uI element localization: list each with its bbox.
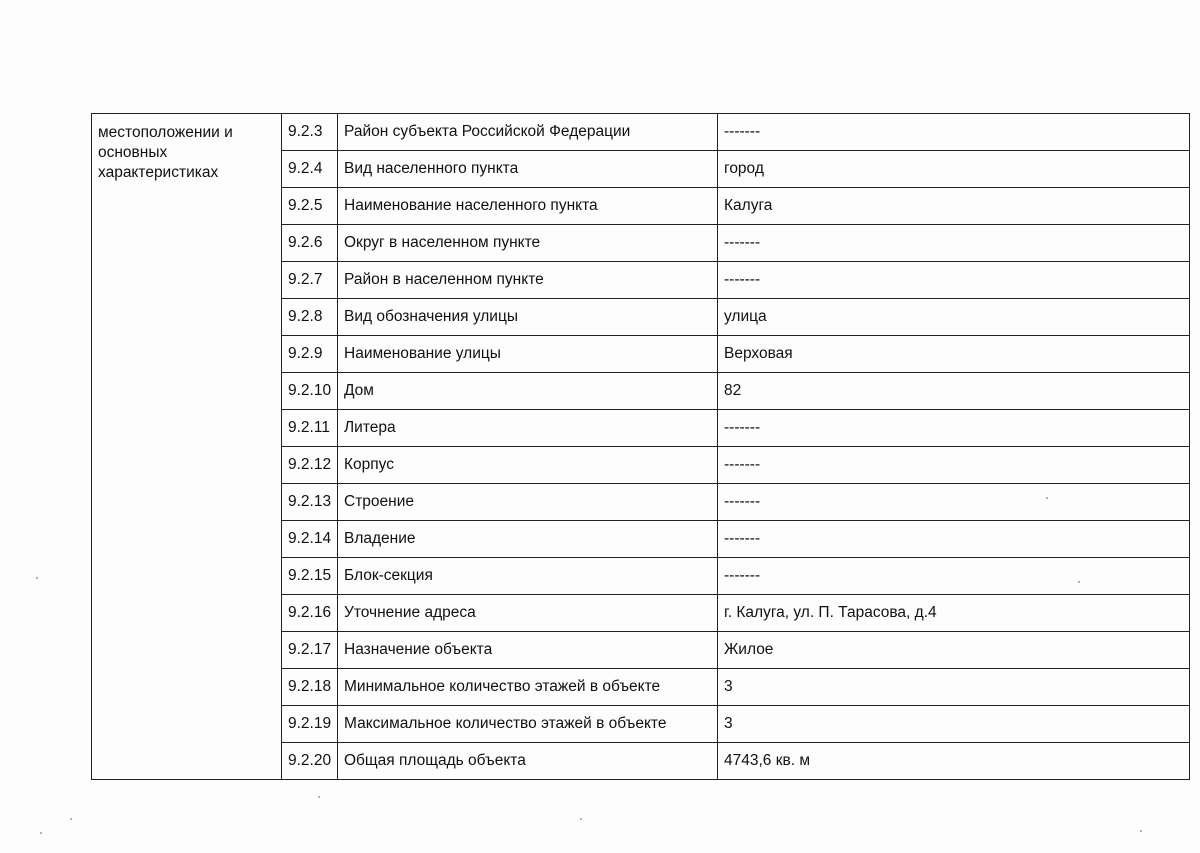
row-number: 9.2.5 <box>282 188 338 225</box>
row-field-name: Литера <box>338 410 718 447</box>
row-number: 9.2.12 <box>282 447 338 484</box>
row-number: 9.2.20 <box>282 743 338 780</box>
row-field-value: 3 <box>718 706 1190 743</box>
row-field-name: Назначение объекта <box>338 632 718 669</box>
row-field-name: Уточнение адреса <box>338 595 718 632</box>
row-field-value: улица <box>718 299 1190 336</box>
section-label-cell <box>92 114 282 780</box>
row-field-value: ------- <box>718 262 1190 299</box>
row-number: 9.2.9 <box>282 336 338 373</box>
row-field-value: ------- <box>718 484 1190 521</box>
row-field-name: Наименование населенного пункта <box>338 188 718 225</box>
row-field-name: Наименование улицы <box>338 336 718 373</box>
table-row <box>92 114 1190 151</box>
row-field-name: Блок-секция <box>338 558 718 595</box>
row-number: 9.2.16 <box>282 595 338 632</box>
row-field-value: г. Калуга, ул. П. Тарасова, д.4 <box>718 595 1190 632</box>
table-body <box>92 114 1190 780</box>
row-field-value: Калуга <box>718 188 1190 225</box>
row-field-value: Верховая <box>718 336 1190 373</box>
row-field-value: ------- <box>718 114 1190 151</box>
row-number: 9.2.18 <box>282 669 338 706</box>
row-number: 9.2.11 <box>282 410 338 447</box>
scan-speck <box>318 796 320 798</box>
row-number: 9.2.17 <box>282 632 338 669</box>
row-field-name: Дом <box>338 373 718 410</box>
row-number: 9.2.14 <box>282 521 338 558</box>
row-field-name: Строение <box>338 484 718 521</box>
row-number: 9.2.7 <box>282 262 338 299</box>
row-field-value: 3 <box>718 669 1190 706</box>
row-field-value: 82 <box>718 373 1190 410</box>
scan-speck <box>70 818 72 820</box>
row-number: 9.2.13 <box>282 484 338 521</box>
scan-speck <box>580 818 582 820</box>
row-field-name: Вид населенного пункта <box>338 151 718 188</box>
row-field-name: Минимальное количество этажей в объекте <box>338 669 718 706</box>
row-number: 9.2.10 <box>282 373 338 410</box>
scan-speck <box>40 832 42 834</box>
row-number: 9.2.4 <box>282 151 338 188</box>
address-characteristics-table <box>91 113 1190 780</box>
row-field-value: ------- <box>718 410 1190 447</box>
row-field-value: 4743,6 кв. м <box>718 743 1190 780</box>
row-field-name: Общая площадь объекта <box>338 743 718 780</box>
row-field-value: Жилое <box>718 632 1190 669</box>
row-field-value: ------- <box>718 225 1190 262</box>
row-field-value: ------- <box>718 447 1190 484</box>
row-field-name: Максимальное количество этажей в объекте <box>338 706 718 743</box>
row-field-value: ------- <box>718 558 1190 595</box>
row-number: 9.2.3 <box>282 114 338 151</box>
row-field-name: Район в населенном пункте <box>338 262 718 299</box>
row-number: 9.2.8 <box>282 299 338 336</box>
row-field-name: Округ в населенном пункте <box>338 225 718 262</box>
scan-speck <box>1140 830 1142 832</box>
scan-speck <box>1046 497 1048 499</box>
row-field-name: Корпус <box>338 447 718 484</box>
row-field-name: Владение <box>338 521 718 558</box>
row-number: 9.2.6 <box>282 225 338 262</box>
row-field-value: город <box>718 151 1190 188</box>
row-field-value: ------- <box>718 521 1190 558</box>
row-number: 9.2.19 <box>282 706 338 743</box>
scan-speck <box>36 577 38 579</box>
row-number: 9.2.15 <box>282 558 338 595</box>
scan-speck <box>1078 581 1080 583</box>
row-field-name: Район субъекта Российской Федерации <box>338 114 718 151</box>
row-field-name: Вид обозначения улицы <box>338 299 718 336</box>
section-label: местоположении и основных характеристиках <box>98 124 233 181</box>
